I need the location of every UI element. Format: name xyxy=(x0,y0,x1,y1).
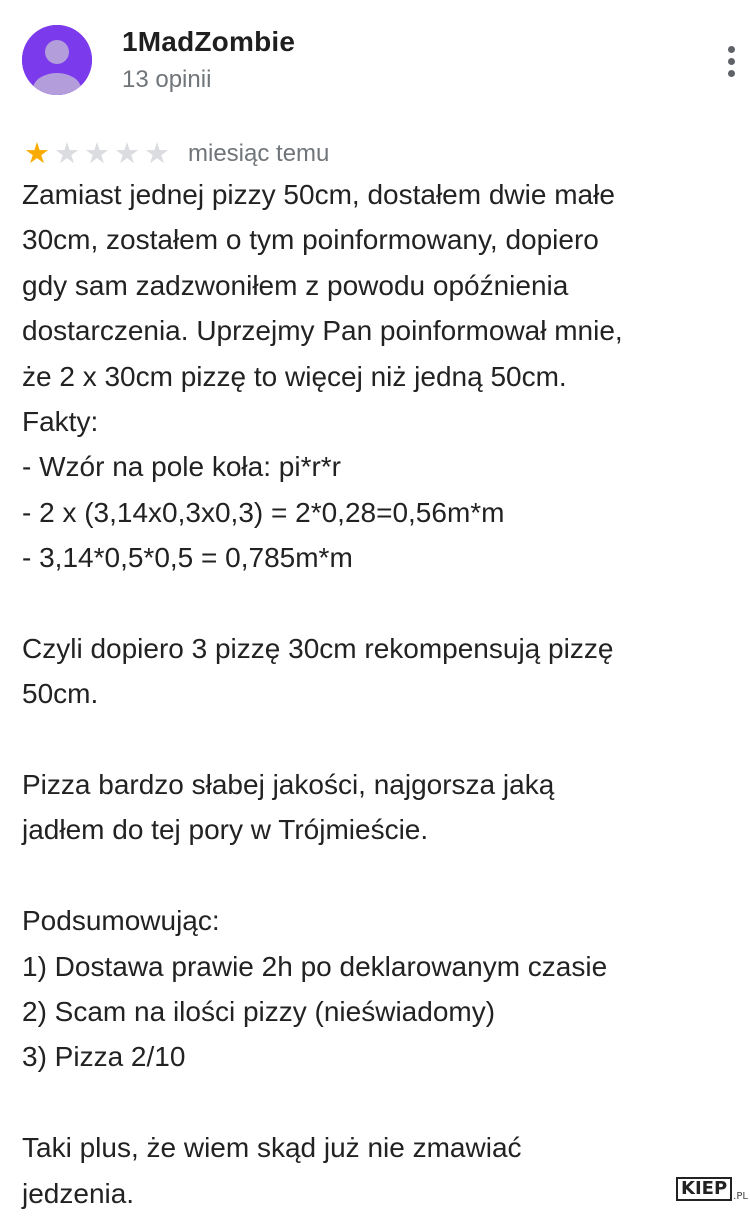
review-line: Czyli dopiero 3 pizzę 30cm rekompensują pizzę xyxy=(22,632,614,664)
more-vert-icon[interactable] xyxy=(722,42,742,82)
avatar[interactable] xyxy=(22,25,92,95)
watermark-suffix: .PL xyxy=(733,1191,748,1202)
paragraph-gap xyxy=(22,581,727,626)
watermark-text: KIEP xyxy=(676,1177,732,1201)
rating-row xyxy=(22,138,329,170)
star-icon: ★ xyxy=(54,138,80,170)
person-avatar-icon xyxy=(22,25,92,95)
menu-dot xyxy=(728,70,735,77)
review-line: 50cm. xyxy=(22,678,99,710)
review-line: 2) Scam na ilości pizzy (nieświadomy) xyxy=(22,996,496,1028)
review-line: Fakty: xyxy=(22,405,99,437)
review-date: miesiąc temu xyxy=(188,140,330,167)
review-line: Zamiast jednej pizzy 50cm, dostałem dwie małe xyxy=(22,179,615,210)
review-line: - 2 x (3,14x0,3x0,3) = 2*0,28=0,56m*m xyxy=(22,496,505,528)
review-line: 30cm, zostałem o tym poinformowany, dopiero xyxy=(22,224,599,256)
star-icon: ★ xyxy=(84,138,110,170)
star-rating xyxy=(22,139,172,169)
review-line: że 2 x 30cm pizzę to więcej niż jedną 50cm. xyxy=(22,360,567,392)
review-line: 1) Dostawa prawie 2h po deklarowanym czasie xyxy=(22,950,608,982)
review-line: Podsumowując: xyxy=(22,905,220,937)
watermark-logo xyxy=(676,1176,748,1202)
paragraph-gap xyxy=(22,853,727,898)
review-line: - 3,14*0,5*0,5 = 0,785m*m xyxy=(22,542,353,574)
review-line: Pizza bardzo słabej jakości, najgorsza jaką xyxy=(22,769,555,801)
review-text xyxy=(22,172,727,1216)
review-line: jedzenia. xyxy=(22,1177,135,1209)
paragraph-gap xyxy=(22,717,727,762)
review-line: jadłem do tej pory w Trójmieście. xyxy=(22,814,429,846)
menu-dot xyxy=(728,58,735,65)
star-icon: ★ xyxy=(114,138,140,170)
review-line: dostarczenia. Uprzejmy Pan poinformował mnie, xyxy=(22,315,623,347)
review-header xyxy=(0,0,750,110)
paragraph-gap xyxy=(22,1080,727,1125)
review-line: 3) Pizza 2/10 xyxy=(22,1041,186,1073)
reviewer-review-count: 13 opinii xyxy=(122,66,212,93)
star-icon: ★ xyxy=(24,138,50,170)
menu-dot xyxy=(728,46,735,53)
review-line: Taki plus, że wiem skąd już nie zmawiać xyxy=(22,1132,522,1164)
review-line: gdy sam zadzwoniłem z powodu opóźnienia xyxy=(22,269,569,301)
reviewer-name[interactable]: 1MadZombie xyxy=(122,26,296,57)
review-line: - Wzór na pole koła: pi*r*r xyxy=(22,451,342,483)
star-icon: ★ xyxy=(144,138,170,170)
